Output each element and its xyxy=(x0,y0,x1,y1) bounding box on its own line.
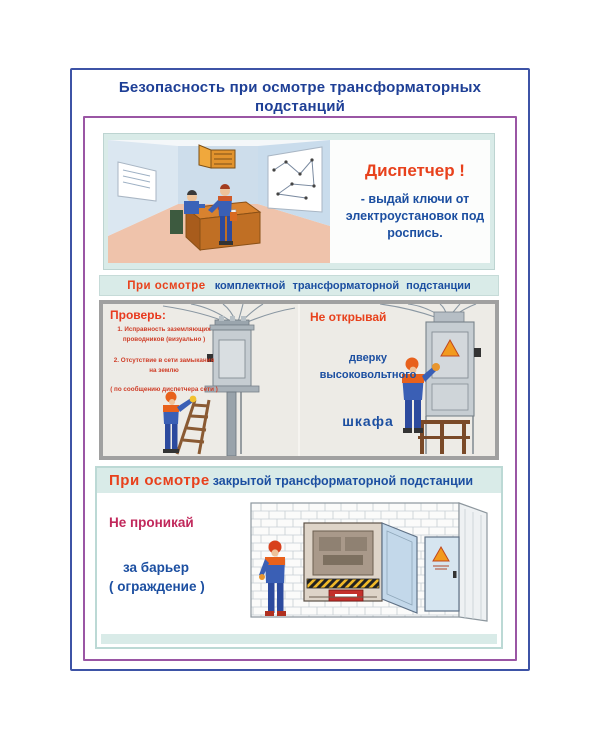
hazard-stripe-barrier xyxy=(307,579,379,588)
panel3-bottom-strip xyxy=(101,634,497,644)
glove xyxy=(432,363,440,371)
banner1-rest: комплектной трансформаторной подстанции xyxy=(214,279,471,292)
safety-poster xyxy=(70,68,530,671)
inner-frame xyxy=(83,116,517,661)
check-item: 1. Исправность заземляющих проводников (визуально ) xyxy=(117,326,211,344)
hv-cabinet xyxy=(426,312,481,454)
scene-check-substation xyxy=(103,304,298,456)
check-item: 2. Отсутствие в сети замыкания на землю xyxy=(113,357,215,375)
warning-line3: шкафа xyxy=(342,413,394,429)
banner-closed-substation xyxy=(97,468,501,493)
check-item: ( по сообщению диспетчера сети ) xyxy=(110,386,218,394)
page-title: Безопасность при осмотре трансформаторных подстанций xyxy=(118,79,482,115)
scene-hv-cabinet xyxy=(298,304,495,456)
warning-lead: Не открывай xyxy=(310,310,387,324)
glove xyxy=(190,396,197,403)
forbid-line2: за барьер xyxy=(123,560,189,575)
banner2-rest: закрытой трансформаторной подстанции xyxy=(212,473,474,488)
closed-substation-illustration xyxy=(229,495,497,625)
open-door xyxy=(382,523,417,613)
switch-handle xyxy=(474,348,481,357)
do-not-enter-warning xyxy=(109,515,243,594)
forbid-lead: Не проникай xyxy=(109,515,194,530)
check-heading: Проверь: xyxy=(110,308,166,322)
dispatcher-heading: Диспетчер ! xyxy=(365,161,465,181)
network-diagram-board xyxy=(268,147,322,212)
banner2-lead: При осмотре xyxy=(109,472,210,489)
tool-bag xyxy=(230,212,237,221)
forbid-line3: ( ограждение ) xyxy=(109,579,205,594)
panel-dispatcher xyxy=(103,133,495,270)
dispatcher-room-illustration xyxy=(108,140,330,263)
support-pole xyxy=(227,392,236,456)
do-not-open-warning xyxy=(304,310,432,429)
closed-door xyxy=(425,537,459,611)
banner-complete-substation xyxy=(99,275,499,296)
transformer-bay xyxy=(304,523,382,601)
check-list xyxy=(110,308,218,395)
door-handle xyxy=(453,571,457,578)
banner1-lead: При осмотре xyxy=(127,279,206,292)
warning-line2: дверку высоковольтного xyxy=(319,352,417,381)
panel-complete-substation xyxy=(99,300,499,460)
dispatcher-instruction: - выдай ключи от электроустановок под роспись. xyxy=(345,192,485,240)
panel-closed-substation xyxy=(95,466,503,649)
